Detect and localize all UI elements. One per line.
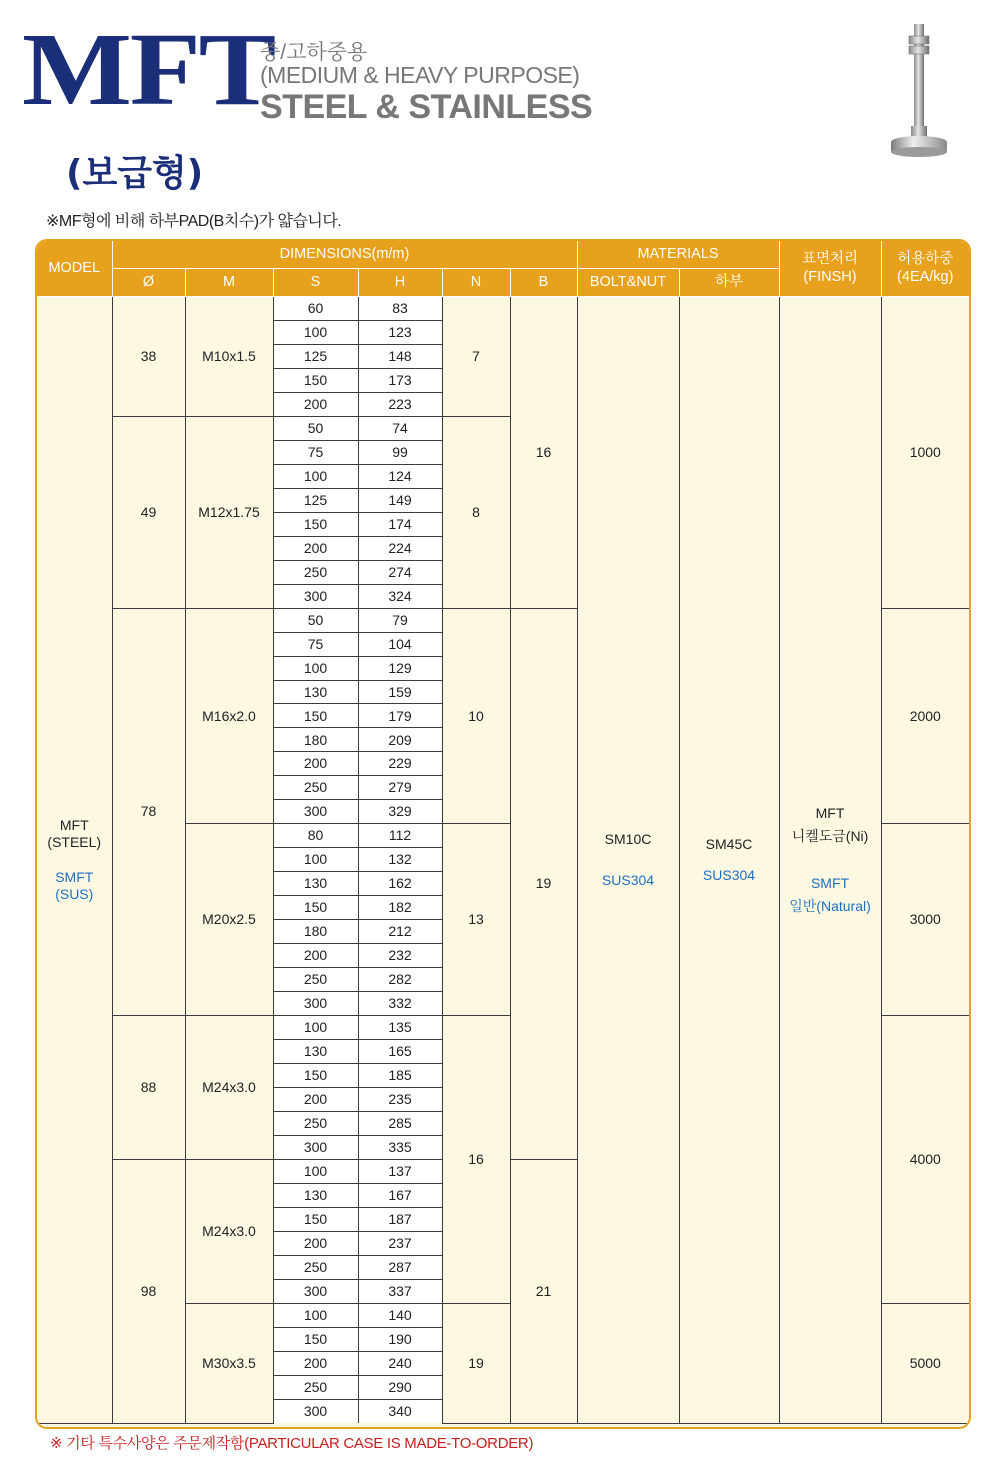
s-cell: 100	[273, 656, 358, 680]
s-cell: 80	[273, 824, 358, 848]
h-cell: 324	[358, 584, 442, 608]
thread-cell: M24x3.0	[185, 1016, 273, 1160]
finish-steel-model: MFT	[815, 805, 845, 822]
h-cell: 174	[358, 512, 442, 536]
h-cell: 74	[358, 416, 442, 440]
h-cell: 235	[358, 1087, 442, 1111]
h-cell: 190	[358, 1327, 442, 1351]
h-cell: 209	[358, 728, 442, 752]
s-cell: 50	[273, 416, 358, 440]
s-cell: 75	[273, 632, 358, 656]
h-cell: 83	[358, 297, 442, 321]
header-s: S	[273, 269, 358, 297]
b-cell: 19	[510, 608, 577, 1159]
model-steel-label: (STEEL)	[47, 833, 102, 850]
h-cell: 182	[358, 896, 442, 920]
s-cell: 200	[273, 1087, 358, 1111]
h-cell: 287	[358, 1255, 442, 1279]
header-model: MODEL	[37, 241, 112, 297]
h-cell: 140	[358, 1303, 442, 1327]
footer-note: ※ 기타 특수사양은 주문제작함(PARTICULAR CASE IS MADE-TO-ORDER)	[50, 1435, 534, 1452]
header-h: H	[358, 269, 442, 297]
h-cell: 229	[358, 752, 442, 776]
h-cell: 285	[358, 1111, 442, 1135]
s-cell: 250	[273, 968, 358, 992]
header-m: M	[185, 269, 273, 297]
product-type-title: (보급형)	[66, 153, 204, 194]
h-cell: 337	[358, 1279, 442, 1303]
h-cell: 282	[358, 968, 442, 992]
s-cell: 250	[273, 1255, 358, 1279]
model-cell	[37, 297, 112, 1424]
s-cell: 200	[273, 536, 358, 560]
h-cell: 223	[358, 392, 442, 416]
s-cell: 300	[273, 800, 358, 824]
h-cell: 335	[358, 1135, 442, 1159]
h-cell: 124	[358, 464, 442, 488]
s-cell: 250	[273, 1111, 358, 1135]
h-cell: 179	[358, 704, 442, 728]
n-cell: 16	[442, 1016, 510, 1304]
h-cell: 162	[358, 872, 442, 896]
subtitle-purpose: (MEDIUM & HEAVY PURPOSE)	[260, 62, 580, 88]
spec-table-frame	[35, 239, 971, 1429]
s-cell: 75	[273, 440, 358, 464]
subtitle-material: STEEL & STAINLESS	[260, 88, 593, 126]
spec-note: ※MF형에 비해 하부PAD(B치수)가 얇습니다.	[46, 213, 342, 230]
h-cell: 159	[358, 680, 442, 704]
header-b: B	[510, 269, 577, 297]
phi-cell: 98	[112, 1159, 185, 1423]
s-cell: 150	[273, 368, 358, 392]
h-cell: 99	[358, 440, 442, 464]
n-cell: 10	[442, 608, 510, 824]
header-n: N	[442, 269, 510, 297]
thread-cell: M20x2.5	[185, 824, 273, 1016]
s-cell: 150	[273, 1064, 358, 1088]
bottom-material-steel: SM45C	[705, 835, 753, 852]
h-cell: 123	[358, 320, 442, 344]
s-cell: 150	[273, 1207, 358, 1231]
s-cell: 300	[273, 992, 358, 1016]
s-cell: 130	[273, 1040, 358, 1064]
h-cell: 187	[358, 1207, 442, 1231]
h-cell: 224	[358, 536, 442, 560]
subtitle-korean: 중/고하중용	[260, 41, 368, 64]
h-cell: 212	[358, 920, 442, 944]
h-cell: 137	[358, 1159, 442, 1183]
h-cell: 79	[358, 608, 442, 632]
h-cell: 148	[358, 344, 442, 368]
finish-sus: 일반(Natural)	[789, 897, 871, 914]
model-sus-label: (SUS)	[55, 885, 94, 902]
load-cell: 1000	[881, 297, 969, 609]
s-cell: 100	[273, 848, 358, 872]
brand-logo: MFT	[22, 12, 275, 127]
phi-cell: 88	[112, 1016, 185, 1160]
h-cell: 340	[358, 1399, 442, 1423]
bolt-material-cell	[577, 297, 679, 1424]
header-bolt: BOLT&NUT	[577, 269, 679, 297]
leveling-foot-image	[870, 14, 970, 164]
table-row	[37, 297, 969, 321]
h-cell: 332	[358, 992, 442, 1016]
s-cell: 300	[273, 1279, 358, 1303]
phi-cell: 78	[112, 608, 185, 1015]
s-cell: 300	[273, 1135, 358, 1159]
n-cell: 7	[442, 297, 510, 417]
h-cell: 274	[358, 560, 442, 584]
thread-cell: M24x3.0	[185, 1159, 273, 1303]
bolt-material-sus: SUS304	[601, 871, 655, 888]
header-materials: MATERIALS	[577, 241, 779, 269]
bolt-material-steel: SM10C	[604, 830, 652, 847]
n-cell: 13	[442, 824, 510, 1016]
h-cell: 279	[358, 776, 442, 800]
spec-table	[37, 241, 969, 1424]
h-cell: 173	[358, 368, 442, 392]
n-cell: 8	[442, 416, 510, 608]
header-dimensions: DIMENSIONS(m/m)	[112, 241, 577, 269]
s-cell: 100	[273, 320, 358, 344]
n-cell: 19	[442, 1303, 510, 1423]
s-cell: 250	[273, 1375, 358, 1399]
h-cell: 165	[358, 1040, 442, 1064]
finish-steel: 니켈도금(Ni)	[791, 827, 869, 844]
thread-cell: M16x2.0	[185, 608, 273, 824]
phi-cell: 49	[112, 416, 185, 608]
h-cell: 185	[358, 1064, 442, 1088]
h-cell: 329	[358, 800, 442, 824]
h-cell: 149	[358, 488, 442, 512]
s-cell: 100	[273, 464, 358, 488]
s-cell: 125	[273, 488, 358, 512]
s-cell: 130	[273, 680, 358, 704]
load-cell: 4000	[881, 1016, 969, 1304]
load-cell: 5000	[881, 1303, 969, 1423]
header-bottom: 하부	[679, 269, 779, 297]
s-cell: 200	[273, 1231, 358, 1255]
s-cell: 200	[273, 944, 358, 968]
s-cell: 200	[273, 1351, 358, 1375]
h-cell: 104	[358, 632, 442, 656]
s-cell: 60	[273, 297, 358, 321]
b-cell: 21	[510, 1159, 577, 1423]
h-cell: 167	[358, 1183, 442, 1207]
h-cell: 240	[358, 1351, 442, 1375]
h-cell: 290	[358, 1375, 442, 1399]
s-cell: 250	[273, 560, 358, 584]
load-cell: 2000	[881, 608, 969, 824]
h-cell: 112	[358, 824, 442, 848]
h-cell: 135	[358, 1016, 442, 1040]
s-cell: 130	[273, 1183, 358, 1207]
model-sus: SMFT	[55, 868, 94, 885]
h-cell: 129	[358, 656, 442, 680]
s-cell: 150	[273, 1327, 358, 1351]
h-cell: 237	[358, 1231, 442, 1255]
s-cell: 180	[273, 920, 358, 944]
finish-cell	[779, 297, 881, 1424]
b-cell: 16	[510, 297, 577, 609]
header-finish: 표면처리 (FINSH)	[779, 241, 881, 297]
thread-cell: M12x1.75	[185, 416, 273, 608]
s-cell: 50	[273, 608, 358, 632]
load-cell: 3000	[881, 824, 969, 1016]
bottom-material-sus: SUS304	[702, 866, 756, 883]
s-cell: 100	[273, 1159, 358, 1183]
s-cell: 300	[273, 1399, 358, 1423]
thread-cell: M30x3.5	[185, 1303, 273, 1423]
model-steel: MFT	[59, 817, 89, 834]
h-cell: 132	[358, 848, 442, 872]
s-cell: 130	[273, 872, 358, 896]
phi-cell: 38	[112, 297, 185, 417]
s-cell: 250	[273, 776, 358, 800]
s-cell: 100	[273, 1016, 358, 1040]
s-cell: 180	[273, 728, 358, 752]
s-cell: 200	[273, 392, 358, 416]
header-load: 허용하중 (4EA/kg)	[881, 241, 969, 297]
s-cell: 125	[273, 344, 358, 368]
s-cell: 300	[273, 584, 358, 608]
s-cell: 150	[273, 512, 358, 536]
s-cell: 200	[273, 752, 358, 776]
header-phi: Ø	[112, 269, 185, 297]
s-cell: 100	[273, 1303, 358, 1327]
bottom-material-cell	[679, 297, 779, 1424]
finish-sus-model: SMFT	[810, 874, 850, 891]
h-cell: 232	[358, 944, 442, 968]
s-cell: 150	[273, 896, 358, 920]
s-cell: 150	[273, 704, 358, 728]
thread-cell: M10x1.5	[185, 297, 273, 417]
